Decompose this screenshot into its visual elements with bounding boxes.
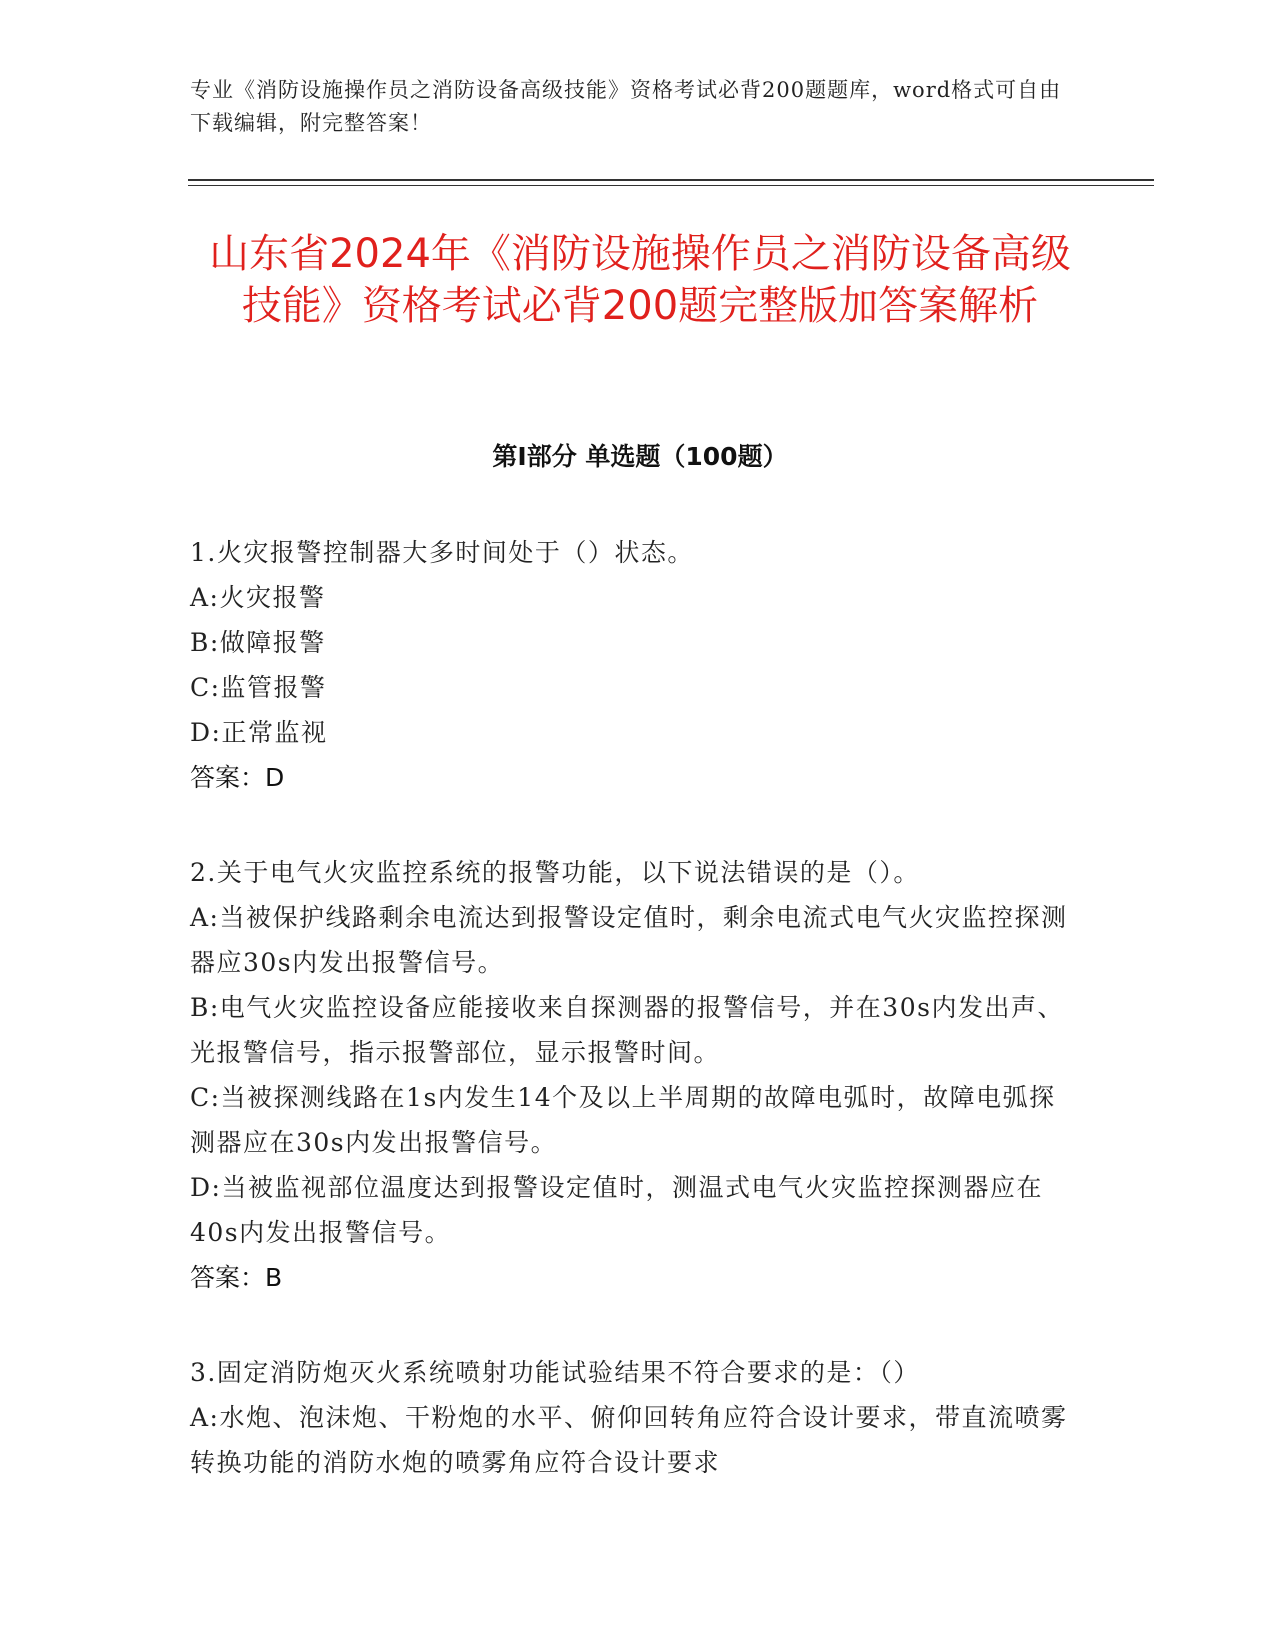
question-stem: 2.关于电气火灾监控系统的报警功能，以下说法错误的是（）。 — [190, 858, 920, 887]
section-title: 第Ⅰ部分 单选题（100题） — [492, 442, 788, 471]
option-d: D:正常监视 — [190, 718, 328, 747]
answer: 答案：B — [190, 1263, 283, 1292]
question-list — [190, 530, 1080, 1535]
question-3 — [190, 1350, 1080, 1485]
question-stem: 1.火灾报警控制器大多时间处于（）状态。 — [190, 538, 694, 567]
option-b: B:做障报警 — [190, 628, 326, 657]
question-stem: 3.固定消防炮灭火系统喷射功能试验结果不符合要求的是：（） — [190, 1358, 920, 1387]
question-1 — [190, 530, 1080, 800]
option-d: D:当被监视部位温度达到报警设定值时，测温式电气火灾监控探测器应在40s内发出报警信号。 — [190, 1173, 1043, 1247]
header-divider-thin — [188, 185, 1154, 186]
option-c: C:监管报警 — [190, 673, 327, 702]
header-divider-thick — [188, 179, 1154, 181]
option-a: A:火灾报警 — [190, 583, 326, 612]
question-2 — [190, 850, 1080, 1300]
header-note: 专业《消防设施操作员之消防设备高级技能》资格考试必背200题题库，word格式可自由下载编辑，附完整答案！ — [190, 78, 1062, 135]
document-title: 山东省2024年《消防设施操作员之消防设备高级技能》资格考试必背200题完整版加答案解析 — [209, 231, 1071, 329]
option-a: A:水炮、泡沫炮、干粉炮的水平、俯仰回转角应符合设计要求，带直流喷雾转换功能的消防水炮的喷雾角应符合设计要求 — [190, 1403, 1068, 1477]
option-c: C:当被探测线路在1s内发生14个及以上半周期的故障电弧时，故障电弧探测器应在30s内发出报警信号。 — [190, 1083, 1056, 1157]
option-b: B:电气火灾监控设备应能接收来自探测器的报警信号，并在30s内发出声、光报警信号，指示报警部位，显示报警时间。 — [190, 993, 1064, 1067]
answer: 答案：D — [190, 763, 285, 792]
option-a: A:当被保护线路剩余电流达到报警设定值时，剩余电流式电气火灾监控探测器应30s内发出报警信号。 — [190, 903, 1068, 977]
